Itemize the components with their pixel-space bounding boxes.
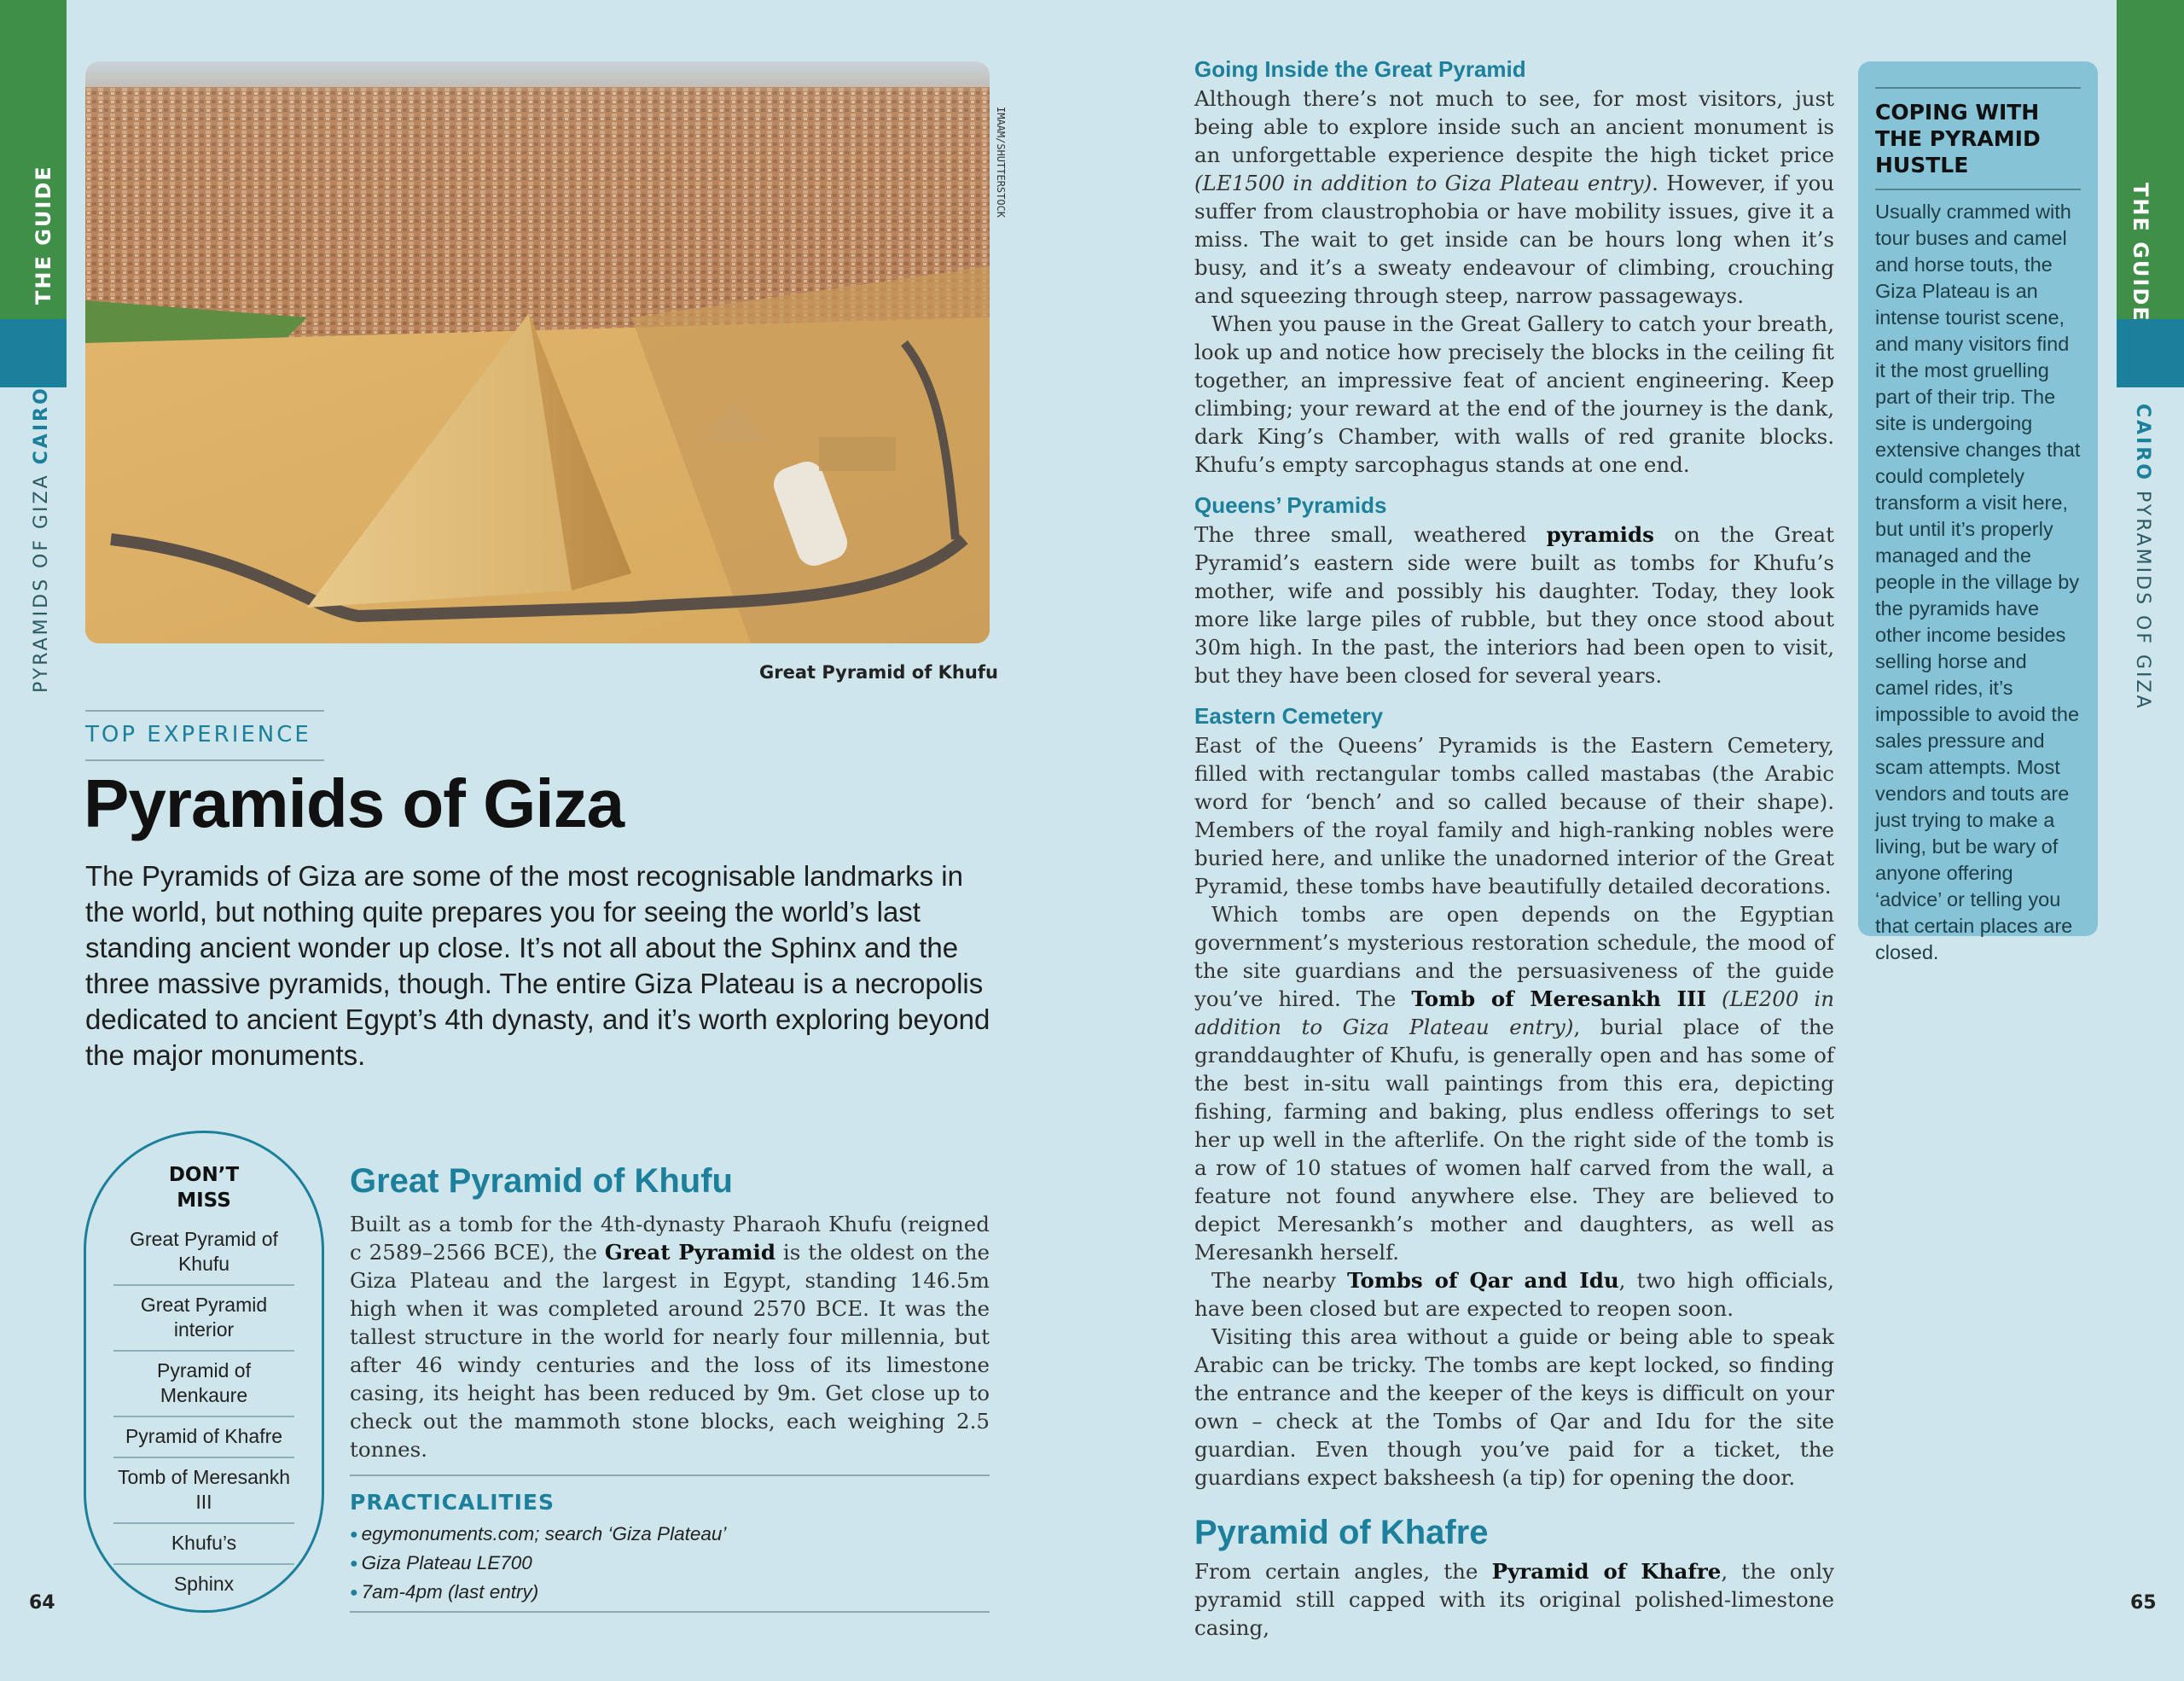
khafre-text-1: From certain angles, the [1194, 1559, 1492, 1584]
practicalities-bottom-rule [350, 1611, 990, 1613]
left-guide-tab-label: THE GUIDE [32, 165, 55, 305]
khafre-p1 [1194, 1557, 1834, 1642]
right-section-marker [2117, 319, 2184, 387]
great-pyramid-photo [85, 61, 990, 643]
dont-miss-item[interactable]: Pyramid of Khafre [113, 1417, 294, 1458]
going-inside-p1 [1194, 84, 1834, 310]
practicalities-list [350, 1521, 726, 1608]
left-running-head [31, 386, 52, 693]
khufu-bold-great-pyramid: Great Pyramid [604, 1240, 775, 1265]
going-inside-p2: When you pause in the Great Gallery to catch your breath, look up and notice how precisely the blocks in the ceiling fit together, an impressive feat of ancient engineering. Keep climbing; your reward at the end of the journey is the dank, dark King’s Chamber, with walls of red granite blocks. Khufu’s empty sarcophagus stands at one end. [1194, 311, 1834, 477]
right-column [1194, 56, 1834, 1642]
practicality-price: ● Giza Plateau LE700 [350, 1550, 726, 1579]
khafre-text-2: , the only pyramid still capped with its original polished-limestone casing, [1194, 1559, 1835, 1640]
eastern-heading: Eastern Cemetery [1194, 703, 1384, 729]
sidebar-top-rule [1875, 87, 2081, 89]
eastern-p3-bold-tombs: Tombs of Qar and Idu [1347, 1268, 1619, 1293]
eastern-p3-text-2: , two high officials, have been closed but are expected to reopen soon. [1194, 1268, 1834, 1321]
page-number-right: 65 [2130, 1592, 2157, 1614]
khufu-heading: Great Pyramid of Khufu [350, 1162, 733, 1200]
dont-miss-item[interactable]: Tomb of Meresankh III [113, 1458, 294, 1524]
left-section-marker [0, 319, 67, 387]
dont-miss-item[interactable]: Great Pyramid interior [113, 1286, 294, 1352]
lede-paragraph: The Pyramids of Giza are some of the most recognisable landmarks in the world, but nothing quite prepares you for seeing the world’s last standing ancient wonder up close. It’s not all about the Sphinx and the three massive pyramids, though. The entire Giza Plateau is a necropolis dedicated to ancient Egypt’s 4th dynasty, and it’s worth exploring beyond the major monuments. [85, 860, 990, 1071]
eastern-p2 [1194, 900, 1834, 1266]
page-title: Pyramids of Giza [84, 765, 624, 841]
left-running-head-place: CAIRO [31, 386, 52, 465]
eastern-p2-text: Which tombs are open depends on the Egyptian government’s mysterious restoration schedule, the mood of the site guardians and the persuasiveness of the guide you’ve hired. The [1194, 902, 1834, 1011]
left-running-head-sub: PYRAMIDS OF GIZA [31, 473, 52, 693]
eastern-p3 [1194, 1266, 1834, 1323]
eastern-p2-bold-tomb: Tomb of Meresankh III [1411, 986, 1706, 1011]
sidebar-title-rule [1875, 189, 2081, 190]
dont-miss-title-line1: DON’T [168, 1164, 240, 1186]
right-running-head [2132, 404, 2153, 711]
sidebar-title: COPING WITH THE PYRAMID HUSTLE [1875, 100, 2041, 177]
khafre-body [1194, 1557, 1834, 1642]
kicker-bottom-rule [85, 759, 324, 761]
queens-body [1194, 521, 1834, 689]
practicalities-heading: PRACTICALITIES [350, 1490, 555, 1515]
queens-p1 [1194, 521, 1834, 689]
khufu-text-1: Built as a tomb for the 4th-dynasty Pharaoh Khufu (reigned c 2589–2566 BCE), the [350, 1212, 990, 1265]
going-inside-heading: Going Inside the Great Pyramid [1194, 56, 1526, 82]
khafre-heading: Pyramid of Khafre [1194, 1514, 1489, 1551]
khafre-bold-pyramid: Pyramid of Khafre [1491, 1559, 1722, 1584]
eastern-p4: Visiting this area without a guide or being able to speak Arabic can be tricky. The tombs are kept locked, so finding the entrance and the keeper of the keys is difficult on your own – check at the Tombs of Qar and Idu for the site guardian. Even though you’ve paid for a ticket, the guardians expect baksheesh (a tip) for opening the door. [1194, 1324, 1834, 1490]
right-running-head-place: CAIRO [2132, 404, 2153, 482]
dont-miss-item[interactable]: Khufu’s [113, 1524, 294, 1565]
photo-caption: Great Pyramid of Khufu [759, 662, 998, 683]
khufu-body [350, 1210, 990, 1463]
kicker-top-rule [85, 710, 324, 712]
eastern-p1: East of the Queens’ Pyramids is the Eastern Cemetery, filled with rectangular tombs called mastabas (the Arabic word for ‘bench’ and so called because of their shape). Members of the royal family and high-ranking nobles were buried here, and unlike the unadorned interior of the Great Pyramid, these tombs have beautifully detailed decorations. [1194, 733, 1834, 899]
right-guide-tab-label: THE GUIDE [2129, 183, 2152, 323]
dont-miss-item[interactable]: Great Pyramid of Khufu [113, 1220, 294, 1286]
eastern-p3-text: The nearby [1211, 1268, 1348, 1293]
sidebar-body: Usually crammed with tour buses and camel and horse touts, the Giza Plateau is an intense tourist scene, and many visitors find it the most gruelling part of their trip. The site is undergoing extensive changes that could completely transform a visit here, but until it’s properly managed and the people in the village by the pyramids have other income besides selling horse and camel rides, it’s impossible to avoid the sales pressure and scam attempts. Most vendors and touts are just trying to make a living, but be wary of anyone offering ‘advice’ or telling you that certain places are closed. [1875, 201, 2081, 963]
khufu-paragraph [350, 1210, 990, 1463]
queens-text-1: The three small, weathered [1194, 522, 1547, 547]
dont-miss-list [86, 1220, 322, 1604]
kicker-top-experience: TOP EXPERIENCE [85, 722, 311, 747]
right-running-head-sub: PYRAMIDS OF GIZA [2132, 491, 2153, 711]
practicality-hours: ● 7am-4pm (last entry) [350, 1579, 726, 1608]
dont-miss-box [84, 1131, 324, 1613]
dont-miss-item[interactable]: Pyramid of Menkaure [113, 1352, 294, 1417]
going-inside-p1-price: (LE1500 in addition to Giza Plateau entry) [1194, 171, 1653, 195]
queens-bold-pyramids: pyramids [1546, 522, 1654, 547]
dont-miss-title [86, 1162, 322, 1213]
practicalities-top-rule [350, 1475, 990, 1476]
page-number-left: 64 [29, 1592, 55, 1614]
photo-credit: IMAAM/SHUTTERSTOCK [995, 107, 1007, 218]
eastern-body [1194, 731, 1834, 1492]
hustle-sidebar [1858, 61, 2098, 963]
queens-heading: Queens’ Pyramids [1194, 492, 1387, 518]
eastern-p2-price: (LE200 in addition to Giza Plateau entry) [1194, 986, 1835, 1039]
queens-text-2: on the Great Pyramid’s eastern side were built as tombs for Khufu’s mother, wife and possibly his daughter. Today, they look more like large piles of rubble, but they once stood about 30m high. In the past, the interiors had been open to visit, but they have been closed for several years. [1194, 522, 1834, 688]
dont-miss-title-line2: MISS [177, 1189, 231, 1212]
practicality-website-link[interactable]: ● egymonuments.com; search ‘Giza Plateau’ [350, 1521, 726, 1550]
going-inside-p1-text: Although there’s not much to see, for most visitors, just being able to explore inside such an ancient monument is an unforgettable experience despite the high ticket price [1194, 86, 1834, 167]
going-inside-p1-text-2: . However, if you suffer from claustrophobia or have mobility issues, give it a miss. The wait to get inside can be hours long when it’s busy, and it’s a sweaty endeavour of climbing, crouching and squeezing through steep, narrow passageways. [1194, 171, 1834, 308]
dont-miss-item[interactable]: Sphinx [173, 1573, 235, 1595]
going-inside-body [1194, 84, 1834, 479]
khufu-text-2: is the oldest on the Giza Plateau and the largest in Egypt, standing 146.5m high when it was completed around 2570 BCE. It was the tallest structure in the world for nearly four millennia, but after 46 windy centuries and the loss of its limestone casing, its height has been reduced by 9m. Get close up to check out the mammoth stone blocks, each weighing 2.5 tonnes. [350, 1240, 990, 1462]
eastern-p2-text-2: , burial place of the granddaughter of Khufu, is generally open and has some of the best in-situ wall paintings from this era, depicting fishing, farming and baking, plus endless offerings to set her up well in the afterlife. On the right side of the tomb is a row of 10 statues of women half carved from the wall, a feature not found anywhere else. They are believed to depict Meresankh’s mother and daughters, as well as Meresankh herself. [1194, 1015, 1834, 1265]
